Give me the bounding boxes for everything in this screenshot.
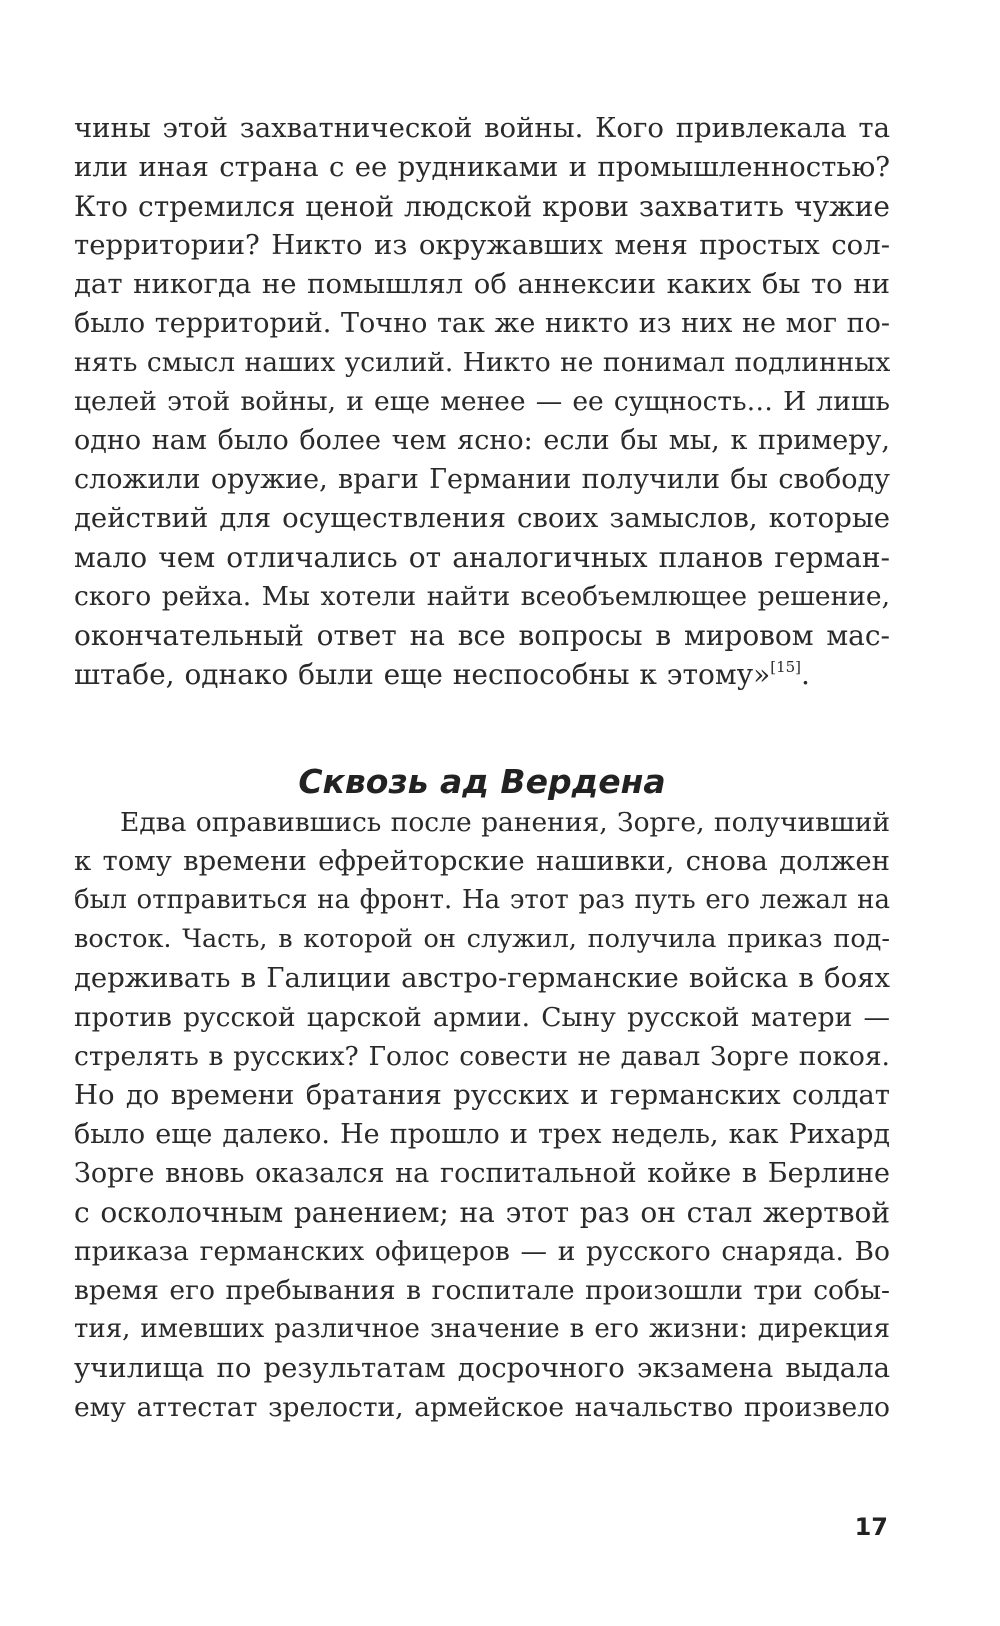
text-line: территории? Никто из окружавших меня простых сол- <box>74 229 890 261</box>
text-line: училища по результатам досрочного экзамена выдала <box>74 1352 890 1384</box>
text-line: время его пребывания в госпитале произошли три собы- <box>74 1275 890 1306</box>
text-line: действий для осуществления своих замыслов, которые <box>74 502 890 534</box>
section-heading: Сквозь ад Вердена <box>298 762 666 801</box>
text-line: одно нам было более чем ясно: если бы мы, к примеру, <box>74 425 890 456</box>
paragraph-2 <box>74 803 890 1427</box>
text-line: тия, имевших различное значение в его жизни: дирекция <box>74 1314 890 1344</box>
page-number: 17 <box>854 1513 888 1541</box>
text-line-content: штабе, однако были еще неспособны к этому» <box>74 658 771 691</box>
text-line: чины этой захватнической войны. Кого привлекала та <box>74 112 890 144</box>
text-line: нять смысл наших усилий. Никто не понимал подлинных <box>74 347 891 378</box>
footnote-reference[interactable]: [15] <box>770 658 802 676</box>
text-line: ского рейха. Мы хотели найти всеобъемлющее решение, <box>74 581 890 612</box>
text-line: окончательный ответ на все вопросы в мировом мас- <box>74 619 890 652</box>
text-line: к тому времени ефрейторские нашивки, снова должен <box>74 845 890 877</box>
text-line: мало чем отличались от аналогичных планов герман- <box>74 541 890 574</box>
text-line: стрелять в русских? Голос совести не давал Зорге покоя. <box>74 1041 890 1072</box>
text-line: или иная страна с ее рудниками и промышленностью? <box>74 151 890 183</box>
text-line: сложили оружие, враги Германии получили бы свободу <box>74 464 890 495</box>
text-line: Зорге вновь оказался на госпитальной койке в Берлине <box>74 1158 890 1189</box>
text-line: было еще далеко. Не прошло и трех недель, как Рихард <box>74 1119 890 1150</box>
text-line: был отправиться на фронт. На этот раз путь его лежал на <box>74 885 890 915</box>
text-line: целей этой войны, и еще менее — ее сущность… И лишь <box>74 386 890 417</box>
text-line: Едва оправившись после ранения, Зорге, получивший <box>120 807 891 838</box>
text-line: было территорий. Точно так же никто из них не мог по- <box>74 308 890 339</box>
text-line: восток. Часть, в которой он служил, получила приказ под- <box>74 924 890 954</box>
text-line: Но до времени братания русских и германских солдат <box>74 1079 890 1111</box>
text-line: держивать в Галиции австро-германские войска в боях <box>74 962 890 994</box>
paragraph-1 <box>74 109 890 694</box>
text-line: против русской царской армии. Сыну русской матери — <box>74 1002 890 1033</box>
text-line: приказа германских офицеров — и русского снаряда. Во <box>74 1236 890 1267</box>
text-line-last <box>74 655 890 694</box>
end-punctuation: . <box>801 658 810 691</box>
text-line: дат никогда не помышлял об аннексии каких бы то ни <box>74 268 890 300</box>
text-line: Кто стремился ценой людской крови захватить чужие <box>74 190 890 223</box>
text-line: ему аттестат зрелости, армейское начальство произвело <box>74 1392 890 1423</box>
text-line: с осколочным ранением; на этот раз он стал жертвой <box>74 1196 890 1229</box>
